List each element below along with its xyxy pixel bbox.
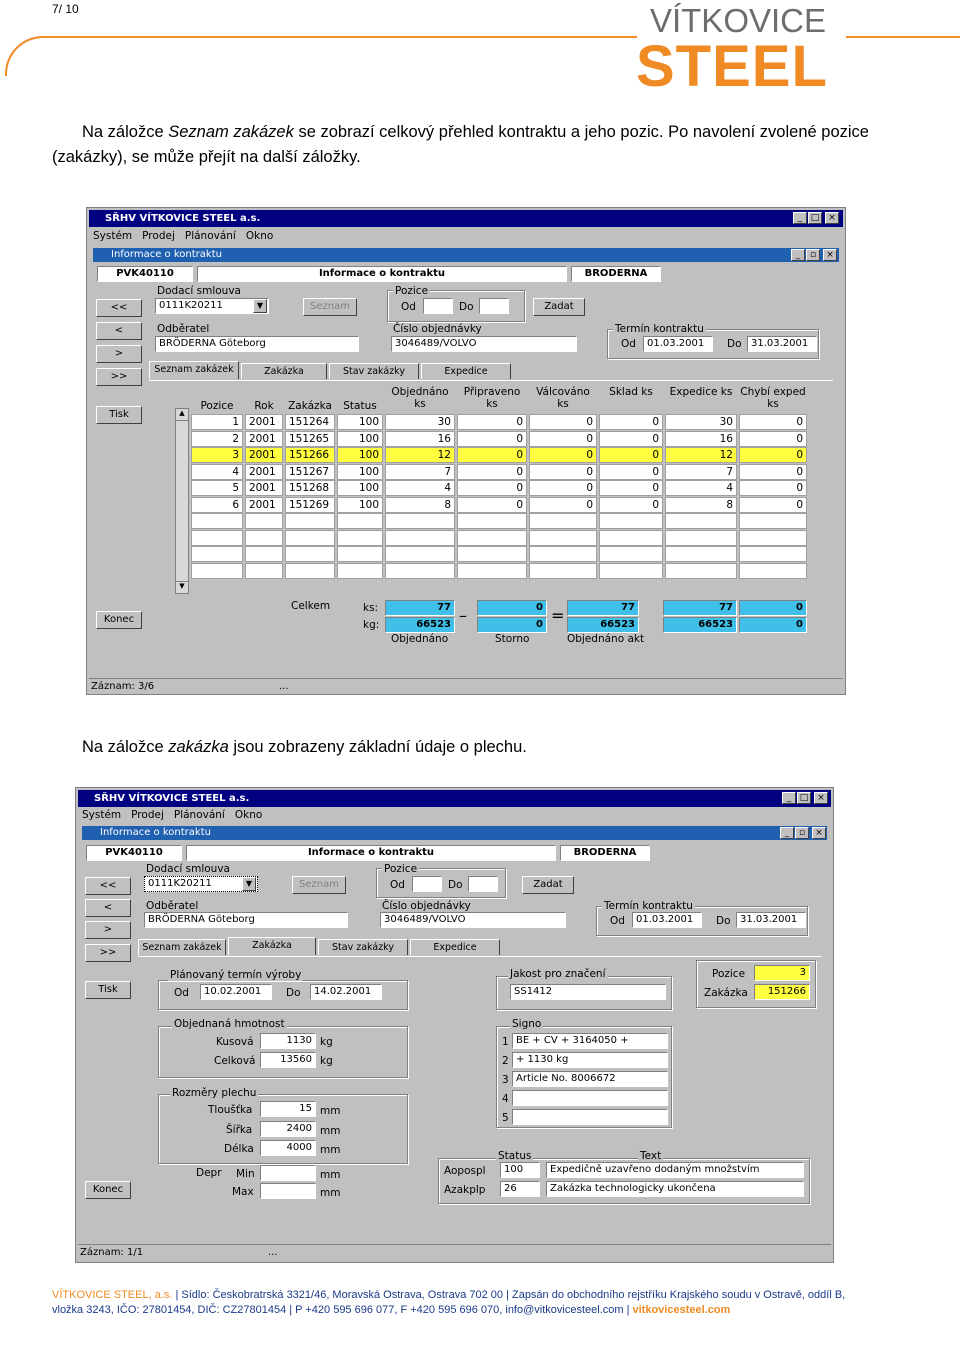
- sirka-label: Šířka: [226, 1124, 253, 1136]
- depr-max-unit: mm: [320, 1187, 341, 1199]
- delka-unit: mm: [320, 1144, 341, 1156]
- table-cell[interactable]: 6: [191, 497, 243, 513]
- sirka-field[interactable]: 2400: [260, 1121, 316, 1137]
- table-cell[interactable]: 0: [599, 431, 663, 447]
- depr-max-label: Max: [232, 1186, 254, 1198]
- menu-system[interactable]: Systém: [82, 809, 122, 821]
- table-cell[interactable]: 2001: [245, 414, 283, 430]
- table-cell[interactable]: 0: [739, 431, 807, 447]
- empty-cell[interactable]: [665, 563, 737, 579]
- prev-record-button[interactable]: <: [96, 322, 142, 340]
- empty-cell[interactable]: [739, 530, 807, 546]
- zadat-button[interactable]: Zadat: [522, 876, 574, 894]
- close-icon[interactable]: ×: [814, 792, 828, 804]
- tab-zakazka[interactable]: Zakázka: [228, 937, 316, 955]
- signo-field[interactable]: [512, 1109, 668, 1125]
- cislo-objednavky-field[interactable]: 3046489/VOLVO: [391, 336, 577, 352]
- app-titlebar: SŘHV VÍTKOVICE STEEL a.s.: [89, 210, 843, 227]
- rozmery-label: Rozměry plechu: [172, 1087, 257, 1099]
- table-cell[interactable]: 7: [385, 464, 455, 480]
- objednano-label: Objednáno: [391, 633, 449, 645]
- signo-label: Signo: [512, 1018, 542, 1030]
- child-close-icon[interactable]: ×: [812, 827, 826, 839]
- status-dots: ...: [268, 1247, 278, 1258]
- tot-akt-kg: 66523: [567, 617, 639, 633]
- empty-cell[interactable]: [599, 530, 663, 546]
- pozice-od-input[interactable]: [423, 298, 453, 314]
- table-cell[interactable]: 4: [191, 464, 243, 480]
- table-cell[interactable]: 3: [191, 447, 243, 463]
- last-record-button[interactable]: >>: [96, 368, 142, 386]
- menu-planovani[interactable]: Plánování: [173, 809, 225, 821]
- plan-do-field[interactable]: 14.02.2001: [310, 984, 382, 1000]
- table-cell[interactable]: 0: [739, 497, 807, 513]
- table-cell[interactable]: 0: [457, 464, 527, 480]
- table-cell[interactable]: 100: [337, 414, 383, 430]
- tot-exp-ks: 77: [663, 600, 737, 616]
- table-cell[interactable]: 0: [739, 414, 807, 430]
- next-record-button[interactable]: >: [96, 345, 142, 363]
- empty-cell[interactable]: [529, 563, 597, 579]
- program-code: PVK40110: [97, 266, 193, 282]
- empty-cell[interactable]: [665, 530, 737, 546]
- empty-cell[interactable]: [191, 513, 243, 529]
- empty-cell[interactable]: [385, 513, 455, 529]
- column-header: Pozice: [200, 400, 234, 412]
- table-cell[interactable]: 100: [337, 480, 383, 496]
- empty-cell[interactable]: [385, 530, 455, 546]
- tab-stav-zakazky[interactable]: Stav zakázky: [329, 363, 419, 379]
- close-icon[interactable]: ×: [825, 212, 839, 224]
- child-minimize-icon[interactable]: _: [791, 249, 805, 261]
- tot-obj-ks: 77: [385, 600, 455, 616]
- table-cell[interactable]: 30: [665, 414, 737, 430]
- record-status: Záznam: 3/6: [91, 681, 155, 692]
- table-cell[interactable]: 2001: [245, 480, 283, 496]
- empty-cell[interactable]: [191, 530, 243, 546]
- odberatel-field[interactable]: BRÖDERNA Göteborg: [155, 336, 359, 352]
- menu-okno[interactable]: Okno: [234, 809, 263, 821]
- child-titlebar: Informace o kontraktu: [93, 248, 839, 262]
- aopospl-text[interactable]: Expedičně uzavřeno dodaným množstvím: [546, 1162, 804, 1178]
- maximize-icon[interactable]: □: [797, 792, 811, 804]
- pozice-do-input[interactable]: [468, 876, 498, 892]
- record-status: Záznam: 1/1: [80, 1247, 144, 1258]
- menu-prodej[interactable]: Prodej: [142, 230, 175, 242]
- child-titlebar: Informace o kontraktu: [82, 826, 827, 840]
- table-cell[interactable]: 4: [385, 480, 455, 496]
- pozice-do-input[interactable]: [479, 298, 509, 314]
- statusbar: [78, 1244, 831, 1261]
- azakplp-label: Azakplp: [444, 1184, 486, 1196]
- kusova-field[interactable]: 1130: [260, 1033, 316, 1049]
- empty-cell[interactable]: [739, 546, 807, 562]
- celkova-label: Celková: [214, 1055, 256, 1067]
- empty-cell[interactable]: [385, 563, 455, 579]
- pozice-do-label: Do: [448, 879, 463, 891]
- tab-expedice[interactable]: Expedice: [421, 363, 511, 379]
- tot-storno-kg: 0: [477, 617, 547, 633]
- table-cell[interactable]: 0: [529, 480, 597, 496]
- dodaci-select[interactable]: 0111K20211: [155, 298, 269, 314]
- depr-label: Depr: [196, 1167, 222, 1179]
- app-titlebar: SŘHV VÍTKOVICE STEEL a.s.: [78, 790, 831, 807]
- text-column-label: Text: [640, 1150, 662, 1162]
- table-cell[interactable]: 100: [337, 464, 383, 480]
- tab-zakazka[interactable]: Zakázka: [241, 363, 327, 379]
- plan-od-field[interactable]: 10.02.2001: [200, 984, 272, 1000]
- delka-field[interactable]: 4000: [260, 1140, 316, 1156]
- empty-cell[interactable]: [457, 513, 527, 529]
- child-restore-icon[interactable]: ▫: [795, 827, 809, 839]
- termin-label: Termín kontraktu: [604, 900, 693, 912]
- minimize-icon[interactable]: _: [782, 792, 796, 804]
- termin-od-field[interactable]: 01.03.2001: [643, 336, 713, 352]
- close-form-button[interactable]: Konec: [96, 611, 142, 629]
- menu-system[interactable]: Systém: [93, 230, 133, 242]
- empty-cell[interactable]: [245, 563, 283, 579]
- table-cell[interactable]: 0: [739, 480, 807, 496]
- screenshot-seznam-zakazek: [86, 207, 846, 695]
- depr-min-field[interactable]: [260, 1165, 316, 1181]
- screenshot-zakazka: [75, 787, 834, 1263]
- column-header: Sklad ks: [609, 386, 653, 398]
- tot-akt-ks: 77: [567, 600, 639, 616]
- table-cell[interactable]: 4: [665, 480, 737, 496]
- table-cell[interactable]: 2001: [245, 431, 283, 447]
- last-record-button[interactable]: >>: [85, 944, 131, 962]
- first-record-button[interactable]: <<: [85, 877, 131, 895]
- menu-bar: [82, 809, 272, 821]
- logo-steel: STEEL: [636, 34, 828, 99]
- odberatel-field[interactable]: BRÖDERNA Göteborg: [144, 912, 348, 928]
- pozice-label: Pozice: [395, 285, 429, 297]
- termin-do-label: Do: [727, 338, 742, 350]
- termin-label: Termín kontraktu: [615, 323, 704, 335]
- empty-cell[interactable]: [665, 546, 737, 562]
- prev-record-button[interactable]: <: [85, 899, 131, 917]
- empty-cell[interactable]: [739, 563, 807, 579]
- kusova-unit: kg: [320, 1036, 333, 1048]
- objednano-akt-label: Objednáno akt: [567, 633, 645, 645]
- table-cell[interactable]: 30: [385, 414, 455, 430]
- table-cell[interactable]: 151268: [285, 480, 335, 496]
- column-header: Expedice ks: [669, 386, 733, 398]
- form-title: Informace o kontraktu: [197, 266, 567, 282]
- signo-field[interactable]: [512, 1090, 668, 1106]
- table-cell[interactable]: 7: [665, 464, 737, 480]
- footer-line-2: vložka 3243, IČO: 27801454, DIČ: CZ27801454 | P +420 595 696 077, F +420 595 696 070, info@vitkovicesteel.com | vitkovicesteel.com: [52, 1304, 731, 1316]
- grid-scrollbar[interactable]: [175, 408, 189, 594]
- table-cell[interactable]: 0: [739, 447, 807, 463]
- table-cell[interactable]: 0: [599, 497, 663, 513]
- tloustka-unit: mm: [320, 1105, 341, 1117]
- signo-field[interactable]: + 1130 kg: [512, 1052, 668, 1068]
- empty-cell[interactable]: [285, 530, 335, 546]
- tab-stav-zakazky[interactable]: Stav zakázky: [318, 939, 408, 955]
- column-header: Rok: [254, 400, 274, 412]
- dodaci-select[interactable]: 0111K20211: [144, 876, 258, 892]
- empty-cell[interactable]: [337, 530, 383, 546]
- empty-cell[interactable]: [739, 513, 807, 529]
- empty-cell[interactable]: [599, 563, 663, 579]
- table-cell[interactable]: 0: [599, 480, 663, 496]
- empty-cell[interactable]: [245, 546, 283, 562]
- brand-line-right: [846, 36, 960, 38]
- table-cell[interactable]: 100: [337, 447, 383, 463]
- pozice-od-label: Od: [390, 879, 405, 891]
- empty-cell[interactable]: [285, 546, 335, 562]
- signo-number: 1: [502, 1036, 509, 1048]
- zakazka-info-field: 151266: [754, 984, 810, 1000]
- termin-do-field[interactable]: 31.03.2001: [747, 336, 817, 352]
- empty-cell[interactable]: [337, 513, 383, 529]
- table-cell[interactable]: 0: [457, 480, 527, 496]
- table-cell[interactable]: 100: [337, 497, 383, 513]
- column-header: Válcováno ks: [536, 386, 590, 410]
- tloustka-label: Tloušťka: [208, 1104, 253, 1116]
- termin-od-label: Od: [621, 338, 636, 350]
- empty-cell[interactable]: [529, 513, 597, 529]
- zakazka-info-label: Zakázka: [704, 987, 748, 999]
- table-cell[interactable]: 0: [457, 414, 527, 430]
- statusbar: [89, 678, 843, 694]
- termin-do-field[interactable]: 31.03.2001: [736, 912, 806, 928]
- table-cell[interactable]: 151265: [285, 431, 335, 447]
- footer-web-link[interactable]: vitkovicesteel.com: [632, 1304, 731, 1316]
- tab-seznam-zakazek[interactable]: Seznam zakázek: [149, 361, 239, 379]
- tot-obj-kg: 66523: [385, 617, 455, 633]
- print-button[interactable]: Tisk: [96, 406, 142, 424]
- empty-cell[interactable]: [337, 546, 383, 562]
- logo-vitkovice: VÍTKOVICE: [649, 2, 827, 39]
- first-record-button[interactable]: <<: [96, 299, 142, 317]
- pozice-od-input[interactable]: [412, 876, 442, 892]
- table-cell[interactable]: 151266: [285, 447, 335, 463]
- cislo-objednavky-field[interactable]: 3046489/VOLVO: [380, 912, 566, 928]
- column-header: Zakázka: [288, 400, 332, 412]
- table-cell[interactable]: 151264: [285, 414, 335, 430]
- empty-cell[interactable]: [285, 563, 335, 579]
- table-cell[interactable]: 2001: [245, 447, 283, 463]
- scroll-up-icon[interactable]: ▲: [176, 409, 188, 421]
- jakost-field[interactable]: SS1412: [510, 984, 666, 1000]
- empty-cell[interactable]: [385, 546, 455, 562]
- table-cell[interactable]: 8: [385, 497, 455, 513]
- tab-bar: [138, 939, 822, 957]
- child-minimize-icon[interactable]: _: [780, 827, 794, 839]
- status-column-label: Status: [498, 1150, 532, 1162]
- table-cell[interactable]: 0: [599, 447, 663, 463]
- pozice-info-label: Pozice: [712, 968, 746, 980]
- kusova-label: Kusová: [216, 1036, 254, 1048]
- column-header: Objednáno ks: [391, 386, 449, 410]
- menu-bar: [93, 230, 283, 242]
- signo-number: 5: [502, 1112, 509, 1124]
- empty-cell[interactable]: [665, 513, 737, 529]
- signo-field[interactable]: BE + CV + 3164050 +: [512, 1033, 668, 1049]
- table-cell[interactable]: 12: [665, 447, 737, 463]
- table-cell[interactable]: 8: [665, 497, 737, 513]
- table-cell[interactable]: 0: [457, 497, 527, 513]
- brand-line: [5, 36, 637, 76]
- storno-label: Storno: [495, 633, 530, 645]
- pozice-label: Pozice: [384, 863, 418, 875]
- child-restore-icon[interactable]: ▫: [806, 249, 820, 261]
- table-cell[interactable]: 0: [529, 431, 597, 447]
- menu-planovani[interactable]: Plánování: [184, 230, 236, 242]
- tot-chybi-ks: 0: [739, 600, 807, 616]
- empty-cell[interactable]: [529, 530, 597, 546]
- azakplp-status[interactable]: 26: [500, 1181, 540, 1197]
- column-header: Status: [343, 400, 377, 412]
- aopospl-status[interactable]: 100: [500, 1162, 540, 1178]
- tloustka-field[interactable]: 15: [260, 1101, 316, 1117]
- column-header: Připraveno ks: [463, 386, 521, 410]
- customer-code: BRODERNA: [571, 266, 661, 282]
- child-close-icon[interactable]: ×: [823, 249, 837, 261]
- empty-cell[interactable]: [285, 513, 335, 529]
- dodaci-label: Dodací smlouva: [157, 285, 241, 297]
- table-cell[interactable]: 0: [529, 464, 597, 480]
- empty-cell[interactable]: [191, 563, 243, 579]
- seznam-button[interactable]: Seznam: [292, 876, 346, 894]
- table-cell[interactable]: 2: [191, 431, 243, 447]
- termin-do-label: Do: [716, 915, 731, 927]
- zadat-button[interactable]: Zadat: [533, 298, 585, 316]
- close-form-button[interactable]: Konec: [85, 1181, 131, 1199]
- empty-cell[interactable]: [599, 546, 663, 562]
- kg-label: kg:: [363, 619, 380, 631]
- signo-field[interactable]: Article No. 8006672: [512, 1071, 668, 1087]
- tot-chybi-kg: 0: [739, 617, 807, 633]
- delka-label: Délka: [224, 1143, 254, 1155]
- depr-max-field[interactable]: [260, 1183, 316, 1199]
- jakost-label: Jakost pro značení: [510, 968, 606, 980]
- tab-expedice[interactable]: Expedice: [410, 939, 500, 955]
- empty-cell[interactable]: [457, 563, 527, 579]
- pozice-info-field: 3: [754, 965, 810, 981]
- tab-bar: [149, 363, 833, 381]
- next-record-button[interactable]: >: [85, 921, 131, 939]
- pozice-od-label: Od: [401, 301, 416, 313]
- paragraph-1: Na záložce Seznam zakázek se zobrazí celkový přehled kontraktu a jeho pozic. Po navolení zvolené pozice (zakázky), se může přejít na další záložky.: [52, 123, 869, 166]
- table-cell[interactable]: 0: [599, 414, 663, 430]
- table-cell[interactable]: 16: [385, 431, 455, 447]
- table-cell[interactable]: 151267: [285, 464, 335, 480]
- dodaci-label: Dodací smlouva: [146, 863, 230, 875]
- table-cell[interactable]: 151269: [285, 497, 335, 513]
- planovany-label: Plánovaný termín výroby: [170, 969, 302, 981]
- table-cell[interactable]: 0: [529, 447, 597, 463]
- table-cell[interactable]: 16: [665, 431, 737, 447]
- table-cell[interactable]: 1: [191, 414, 243, 430]
- odberatel-label: Odběratel: [146, 900, 199, 912]
- print-button[interactable]: Tisk: [85, 981, 131, 999]
- ks-label: ks:: [363, 602, 379, 614]
- depr-min-label: Min: [236, 1168, 255, 1180]
- chevron-down-icon[interactable]: ▼: [242, 877, 256, 891]
- chevron-down-icon[interactable]: ▼: [253, 299, 267, 313]
- table-cell[interactable]: 0: [599, 464, 663, 480]
- customer-code: BRODERNA: [560, 845, 650, 861]
- table-cell[interactable]: 100: [337, 431, 383, 447]
- celkova-unit: kg: [320, 1055, 333, 1067]
- empty-cell[interactable]: [191, 546, 243, 562]
- empty-cell[interactable]: [457, 530, 527, 546]
- sirka-unit: mm: [320, 1125, 341, 1137]
- seznam-button[interactable]: Seznam: [303, 298, 357, 316]
- footer-line-1: VÍTKOVICE STEEL, a.s. | Sídlo: Českobratrská 3321/46, Moravská Ostrava, Ostrava 702 00 | Zapsán do obchodního rejstříku Krajského soudu v Ostravě, oddíl B,: [52, 1289, 846, 1301]
- empty-cell[interactable]: [337, 563, 383, 579]
- table-cell[interactable]: 2001: [245, 497, 283, 513]
- tab-seznam-zakazek[interactable]: Seznam zakázek: [138, 939, 226, 955]
- status-dots: ...: [279, 681, 289, 692]
- menu-prodej[interactable]: Prodej: [131, 809, 164, 821]
- maximize-icon[interactable]: □: [808, 212, 822, 224]
- termin-od-label: Od: [610, 915, 625, 927]
- cislo-objednavky-label: Číslo objednávky: [382, 900, 471, 912]
- footer-company: VÍTKOVICE STEEL, a.s.: [52, 1289, 173, 1301]
- equals-sign: =: [551, 606, 565, 625]
- signo-number: 3: [502, 1074, 509, 1086]
- program-code: PVK40110: [86, 845, 182, 861]
- empty-cell[interactable]: [245, 530, 283, 546]
- table-cell[interactable]: 2001: [245, 464, 283, 480]
- table-cell[interactable]: 0: [529, 497, 597, 513]
- menu-okno[interactable]: Okno: [245, 230, 274, 242]
- pozice-do-label: Do: [459, 301, 474, 313]
- hmotnost-label: Objednaná hmotnost: [174, 1018, 285, 1030]
- signo-number: 2: [502, 1055, 509, 1067]
- celkem-label: Celkem: [291, 600, 331, 612]
- tot-exp-kg: 66523: [663, 617, 737, 633]
- aopospl-label: Aopospl: [444, 1165, 486, 1177]
- minimize-icon[interactable]: _: [793, 212, 807, 224]
- azakplp-text[interactable]: Zakázka technologicky ukončena: [546, 1181, 804, 1197]
- termin-od-field[interactable]: 01.03.2001: [632, 912, 702, 928]
- empty-cell[interactable]: [457, 546, 527, 562]
- paragraph-2: Na záložce zakázka jsou zobrazeny základní údaje o plechu.: [82, 738, 527, 756]
- cislo-objednavky-label: Číslo objednávky: [393, 323, 482, 335]
- table-cell[interactable]: 0: [457, 431, 527, 447]
- page-number: 7/ 10: [52, 2, 79, 16]
- odberatel-label: Odběratel: [157, 323, 210, 335]
- table-cell[interactable]: 5: [191, 480, 243, 496]
- celkova-field[interactable]: 13560: [260, 1052, 316, 1068]
- depr-min-unit: mm: [320, 1169, 341, 1181]
- empty-cell[interactable]: [529, 546, 597, 562]
- table-cell[interactable]: 0: [457, 447, 527, 463]
- table-cell[interactable]: 12: [385, 447, 455, 463]
- plan-do-label: Do: [286, 987, 301, 999]
- empty-cell[interactable]: [599, 513, 663, 529]
- plan-od-label: Od: [174, 987, 189, 999]
- table-cell[interactable]: 0: [529, 414, 597, 430]
- table-cell[interactable]: 0: [739, 464, 807, 480]
- column-header: Chybí exped ks: [740, 386, 806, 410]
- tot-storno-ks: 0: [477, 600, 547, 616]
- form-title: Informace o kontraktu: [186, 845, 556, 861]
- empty-cell[interactable]: [245, 513, 283, 529]
- signo-number: 4: [502, 1093, 509, 1105]
- scroll-down-icon[interactable]: ▼: [176, 581, 188, 593]
- minus-sign: –: [459, 606, 467, 625]
